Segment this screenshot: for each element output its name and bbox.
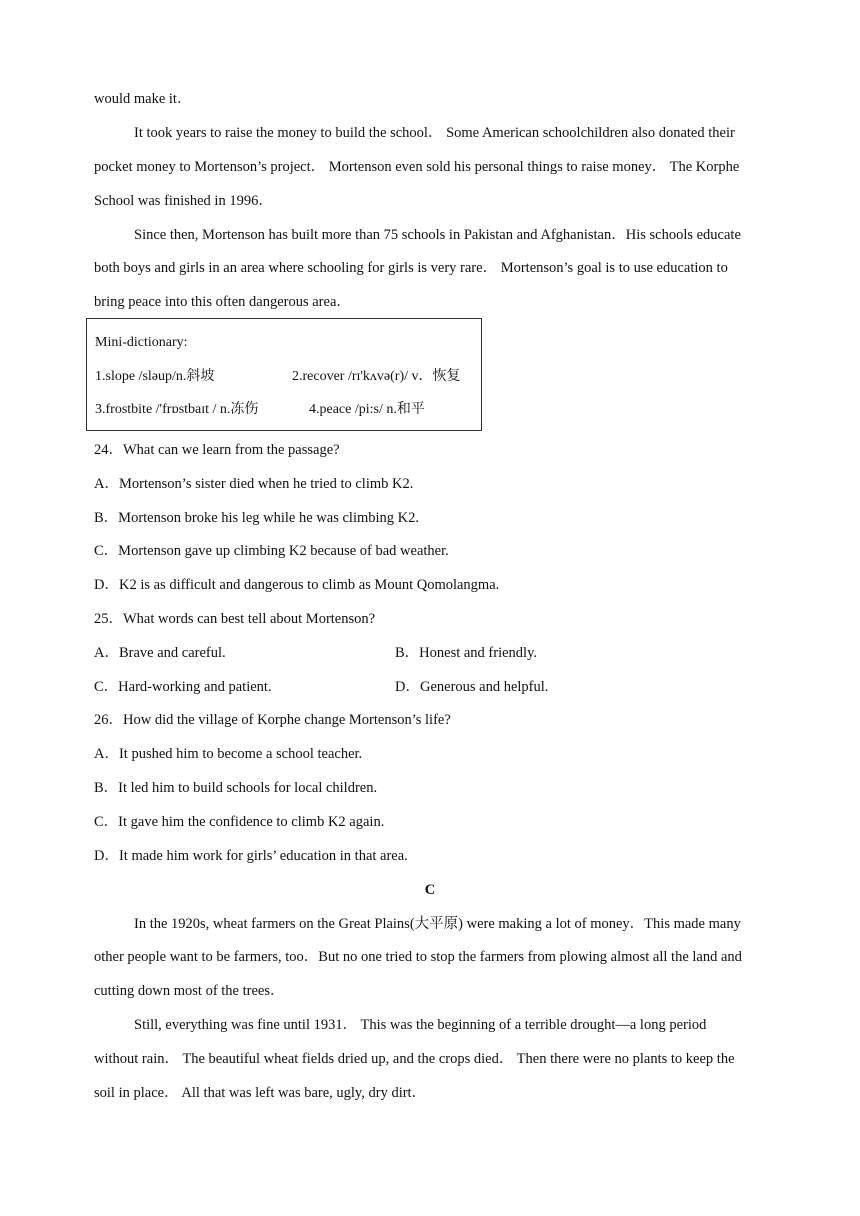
question-stem: 24．What can we learn from the passage? bbox=[94, 442, 340, 458]
passage-line: both boys and girls in an area where schooling for girls is very rare． Mortenson’s goal is to use education to bbox=[94, 260, 728, 276]
mini-dictionary-title: Mini-dictionary: bbox=[95, 335, 188, 350]
option-b: B．Honest and friendly. bbox=[395, 645, 538, 661]
passage-line: Still, everything was fine until 1931． This was the beginning of a terrible drought—a long period bbox=[134, 1017, 707, 1033]
option-a: A．It pushed him to become a school teacher. bbox=[94, 746, 363, 762]
question-stem: 25．What words can best tell about Mortenson? bbox=[94, 611, 376, 627]
dictionary-entry-recover: 2.recover /rɪ'kʌvə(r)/ v．恢复 bbox=[292, 369, 461, 384]
passage-line: soil in place． All that was left was bare, ugly, dry dirt． bbox=[94, 1085, 427, 1101]
passage-line: School was finished in 1996． bbox=[94, 193, 273, 209]
passage-line: Since then, Mortenson has built more than 75 schools in Pakistan and Afghanistan．His schools educate bbox=[134, 227, 741, 243]
option-d: D．Generous and helpful. bbox=[395, 679, 549, 695]
dictionary-entry-frostbite: 3.frostbite /'frɒstbaɪt / n.冻伤 bbox=[95, 402, 259, 417]
dictionary-entry-peace: 4.peace /pi:s/ n.和平 bbox=[309, 402, 425, 417]
option-a: A．Brave and careful. bbox=[94, 645, 226, 661]
passage-line: cutting down most of the trees． bbox=[94, 983, 285, 999]
passage-line: would make it． bbox=[94, 91, 192, 107]
passage-line: other people want to be farmers, too．But no one tried to stop the farmers from plowing almost all the land and bbox=[94, 949, 742, 965]
option-b: B．It led him to build schools for local children. bbox=[94, 780, 378, 796]
option-c: C．Hard-working and patient. bbox=[94, 679, 272, 695]
option-d: D．K2 is as difficult and dangerous to climb as Mount Qomolangma. bbox=[94, 577, 500, 593]
question-stem: 26．How did the village of Korphe change Mortenson’s life? bbox=[94, 712, 451, 728]
option-b: B．Mortenson broke his leg while he was climbing K2. bbox=[94, 510, 419, 526]
option-d: D．It made him work for girls’ education in that area. bbox=[94, 848, 408, 864]
passage-line: It took years to raise the money to build the school． Some American schoolchildren also donated their bbox=[134, 125, 735, 141]
option-a: A．Mortenson’s sister died when he tried to climb K2. bbox=[94, 476, 414, 492]
mini-dictionary-box bbox=[86, 318, 482, 431]
passage-line: pocket money to Mortenson’s project． Mortenson even sold his personal things to raise money． The Korphe bbox=[94, 159, 740, 175]
passage-line: bring peace into this often dangerous area． bbox=[94, 294, 351, 310]
passage-line: In the 1920s, wheat farmers on the Great Plains(大平原) were making a lot of money．This made many bbox=[134, 916, 741, 932]
passage-line: without rain． The beautiful wheat fields dried up, and the crops died． Then there were no plants to keep the bbox=[94, 1051, 735, 1067]
dictionary-entry-slope: 1.slope /sləup/n.斜坡 bbox=[95, 369, 215, 384]
option-c: C．Mortenson gave up climbing K2 because of bad weather. bbox=[94, 543, 449, 559]
option-c: C．It gave him the confidence to climb K2 again. bbox=[94, 814, 385, 830]
section-c-heading: C bbox=[424, 882, 436, 898]
